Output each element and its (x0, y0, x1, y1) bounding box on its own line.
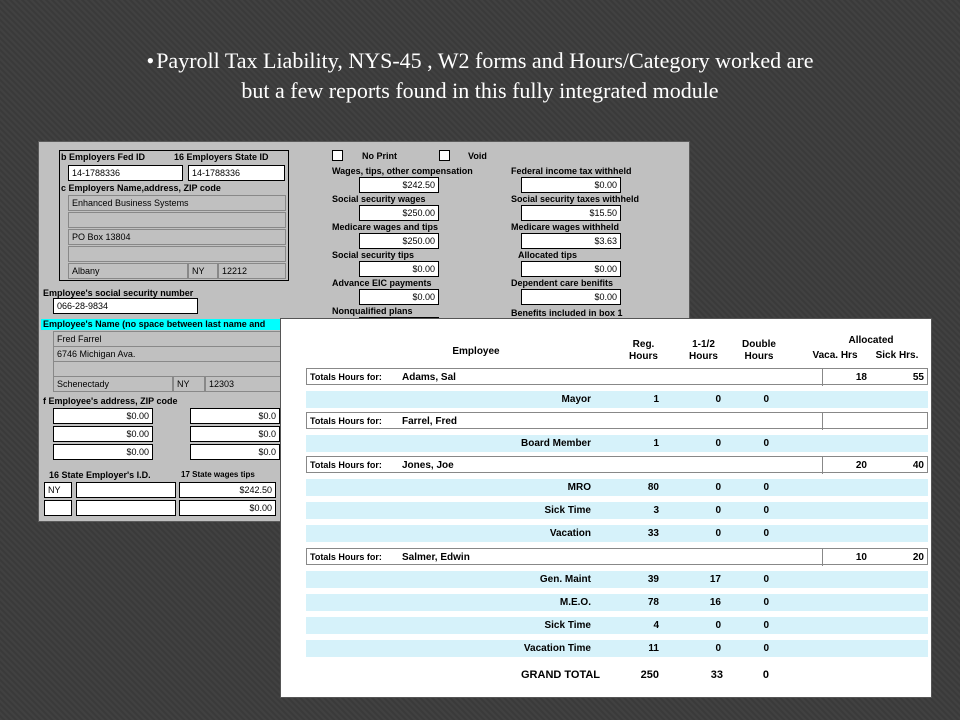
ssn-field[interactable]: 066-28-9834 (53, 298, 198, 314)
category-name: M.E.O. (559, 597, 591, 608)
double-hours: 0 (763, 505, 769, 516)
ssn-label: Employee's social security number (43, 288, 194, 298)
title-line-2: but a few reports found in this fully integrated module (241, 78, 719, 103)
vaca-hours: 10 (855, 552, 867, 563)
grand-total-label: GRAND TOTAL (521, 669, 601, 681)
double-hours: 0 (763, 482, 769, 493)
medicare-withheld-label: Medicare wages withheld (511, 222, 620, 232)
reg-hours: 4 (653, 620, 659, 631)
double-hours: 0 (763, 597, 769, 608)
employee-address-line-3[interactable] (53, 361, 283, 377)
col-header-allocated: Allocated (848, 335, 894, 346)
employee-total-row (306, 412, 928, 429)
no-print-checkbox[interactable] (332, 150, 343, 161)
eic-label: Advance EIC payments (332, 278, 432, 288)
totals-label: Totals Hours for: (310, 460, 382, 470)
sick-hours: 40 (912, 460, 924, 471)
col-header-reg-line2: Hours (629, 351, 658, 362)
category-detail-row (306, 594, 928, 611)
reg-hours: 1 (653, 438, 659, 449)
employer-zip-field[interactable]: 12212 (218, 263, 286, 279)
employee-city-field[interactable]: Schenectady (53, 376, 173, 392)
double-hours: 0 (763, 620, 769, 631)
state-employer-id-field-2[interactable] (76, 500, 176, 516)
category-detail-row (306, 435, 928, 452)
employee-address-label: f Employee's address, ZIP code (43, 396, 178, 406)
employer-name-field[interactable]: Enhanced Business Systems (68, 195, 286, 211)
category-detail-row (306, 525, 928, 542)
ss-tips-field[interactable]: $0.00 (359, 261, 439, 277)
col-header-vaca: Vaca. Hrs (812, 350, 858, 361)
reg-hours: 11 (648, 643, 659, 654)
ot-hours: 0 (715, 643, 721, 654)
employee-name-field[interactable]: Fred Farrel (53, 331, 283, 347)
employer-name-label: c Employers Name,address, ZIP code (61, 183, 221, 193)
state-employer-id-label: 16 State Employer's I.D. (49, 470, 151, 480)
col-header-reg (621, 339, 666, 363)
dependent-care-field[interactable]: $0.00 (521, 289, 621, 305)
category-detail-row (306, 479, 928, 496)
local-field-2a[interactable]: $0.00 (53, 426, 153, 442)
title-text-1: Payroll Tax Liability, NYS-45 , W2 forms and Hours/Category worked are (156, 48, 814, 73)
medicare-withheld-field[interactable]: $3.63 (521, 233, 621, 249)
sick-hours: 20 (912, 552, 924, 563)
category-name: Mayor (561, 394, 591, 405)
fed-tax-label: Federal income tax withheld (511, 166, 632, 176)
reg-hours: 33 (647, 528, 659, 539)
reg-hours: 78 (647, 597, 659, 608)
category-detail-row (306, 617, 928, 634)
void-label: Void (468, 151, 487, 161)
ot-hours: 0 (715, 620, 721, 631)
employee-total-row (306, 456, 928, 473)
employee-state-field[interactable]: NY (173, 376, 205, 392)
employee-name: Farrel, Fred (402, 416, 458, 427)
col-header-employee: Employee (452, 346, 500, 357)
col-header-ot (681, 339, 726, 363)
local-field-3b[interactable]: $0.0 (190, 444, 280, 460)
employer-state-field[interactable]: NY (188, 263, 218, 279)
reg-hours: 3 (653, 505, 659, 516)
ss-tax-label: Social security taxes withheld (511, 194, 640, 204)
sick-hours: 55 (912, 372, 924, 383)
ss-tips-label: Social security tips (332, 250, 415, 260)
reg-hours: 1 (653, 394, 659, 405)
category-detail-row (306, 571, 928, 588)
category-detail-row (306, 391, 928, 408)
ss-wages-label: Social security wages (332, 194, 426, 204)
grand-total-double: 0 (762, 669, 769, 681)
title-line-1 (40, 46, 920, 76)
state-employer-id-field[interactable] (76, 482, 176, 498)
col-header-sick: Sick Hrs. (875, 350, 919, 361)
employee-name: Jones, Joe (402, 460, 454, 471)
totals-label: Totals Hours for: (310, 552, 382, 562)
double-hours: 0 (763, 528, 769, 539)
benefits-label: Benefits included in box 1 (511, 308, 623, 318)
employee-name: Salmer, Edwin (402, 552, 470, 563)
bullet-glyph: • (146, 48, 155, 73)
double-hours: 0 (763, 394, 769, 405)
ot-hours: 0 (715, 505, 721, 516)
employer-address-line-4[interactable] (68, 246, 286, 262)
col-header-double-line2: Hours (744, 351, 774, 362)
hours-category-report (280, 318, 932, 698)
ss-tax-field[interactable]: $15.50 (521, 205, 621, 221)
local-field-1b[interactable]: $0.0 (190, 408, 280, 424)
employer-fed-id-field[interactable]: 14-1788336 (68, 165, 183, 181)
dependent-care-label: Dependent care benifits (511, 278, 614, 288)
void-checkbox[interactable] (439, 150, 450, 161)
employee-name-label: Employee's Name (no space between last name and (41, 319, 687, 330)
vaca-hours: 18 (855, 372, 867, 383)
grand-total-ot: 33 (710, 669, 723, 681)
employer-city-field[interactable]: Albany (68, 263, 188, 279)
employer-address-line-2[interactable] (68, 212, 286, 228)
category-name: Sick Time (544, 505, 591, 516)
local-field-1a[interactable]: $0.00 (53, 408, 153, 424)
slide-title (40, 46, 920, 106)
wages-field[interactable]: $242.50 (359, 177, 439, 193)
employer-fed-id-label: b Employers Fed ID (61, 152, 146, 162)
ot-hours: 0 (715, 394, 721, 405)
employee-address-block (53, 331, 283, 393)
ot-hours: 16 (709, 597, 721, 608)
category-name: Vacation (549, 528, 591, 539)
double-hours: 0 (763, 574, 769, 585)
vaca-hours (825, 413, 867, 430)
ot-hours: 17 (709, 574, 721, 585)
totals-label: Totals Hours for: (310, 416, 382, 426)
category-name: Gen. Maint (539, 574, 591, 585)
employee-total-row (306, 368, 928, 385)
allocated-tips-field[interactable]: $0.00 (521, 261, 621, 277)
local-field-3a[interactable]: $0.00 (53, 444, 153, 460)
double-hours: 0 (763, 643, 769, 654)
category-detail-row (306, 640, 928, 657)
vaca-hours: 20 (855, 460, 867, 471)
medicare-wages-label: Medicare wages and tips (332, 222, 439, 232)
employer-address-field[interactable]: PO Box 13804 (68, 229, 286, 245)
category-detail-row (306, 502, 928, 519)
ot-hours: 0 (715, 528, 721, 539)
local-field-2b[interactable]: $0.0 (190, 426, 280, 442)
eic-field[interactable]: $0.00 (359, 289, 439, 305)
col-header-double (734, 339, 784, 363)
state-wages-field-2[interactable]: $0.00 (179, 500, 276, 516)
double-hours: 0 (763, 438, 769, 449)
reg-hours: 80 (647, 482, 659, 493)
ot-hours: 0 (715, 438, 721, 449)
employee-total-row (306, 548, 928, 565)
category-name: Board Member (520, 438, 591, 449)
state-code-field-2[interactable] (44, 500, 72, 516)
grand-total-reg: 250 (640, 669, 659, 681)
ot-hours: 0 (715, 482, 721, 493)
ss-wages-field[interactable]: $250.00 (359, 205, 439, 221)
col-header-reg-line1: Reg. (632, 339, 655, 350)
employee-name: Adams, Sal (402, 372, 456, 383)
nonqualified-label: Nonqualified plans (332, 306, 413, 316)
medicare-wages-field[interactable]: $250.00 (359, 233, 439, 249)
state-wages-field[interactable]: $242.50 (179, 482, 276, 498)
employer-state-id-label: 16 Employers State ID (174, 152, 269, 162)
employee-zip-field[interactable]: 12303 (205, 376, 283, 392)
category-name: Sick Time (544, 620, 591, 631)
wages-label: Wages, tips, other compensation (332, 166, 473, 176)
employee-street-field[interactable]: 6746 Michigan Ava. (53, 346, 283, 362)
employer-state-id-field[interactable]: 14-1788336 (188, 165, 285, 181)
col-header-ot-line2: Hours (689, 351, 718, 362)
no-print-label: No Print (362, 151, 397, 161)
fed-tax-field[interactable]: $0.00 (521, 177, 621, 193)
totals-label: Totals Hours for: (310, 372, 382, 382)
col-header-ot-line1: 1-1/2 (692, 339, 715, 350)
employer-address-block (68, 195, 286, 279)
category-name: Vacation Time (523, 643, 591, 654)
allocated-tips-label: Allocated tips (518, 250, 578, 260)
state-code-field[interactable]: NY (44, 482, 72, 498)
category-name: MRO (567, 482, 591, 493)
sick-hours (882, 413, 924, 430)
state-wages-label: 17 State wages tips (181, 470, 255, 479)
col-header-double-line1: Double (742, 339, 776, 350)
reg-hours: 39 (647, 574, 659, 585)
